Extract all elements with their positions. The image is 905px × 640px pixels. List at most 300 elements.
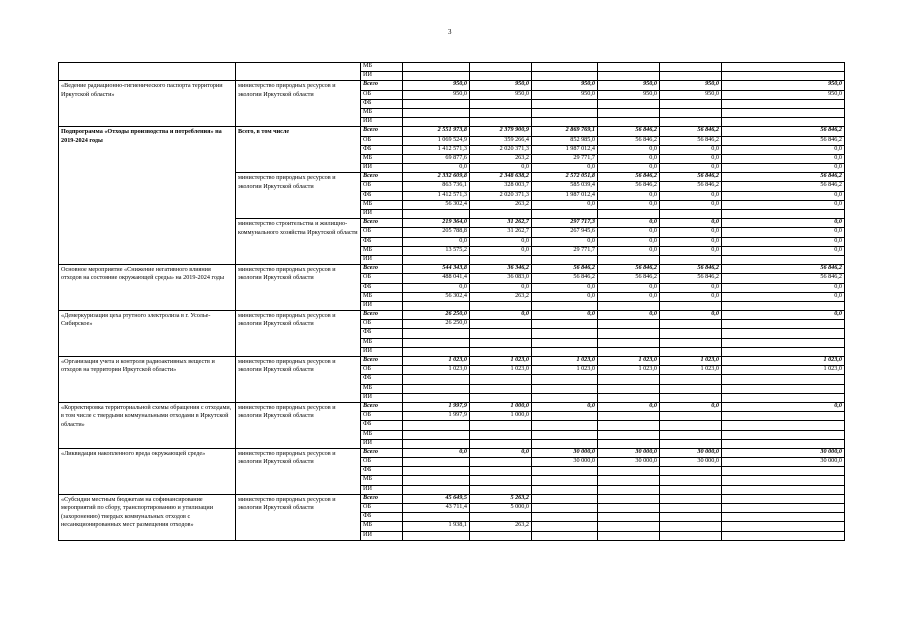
funding-source: ФБ bbox=[361, 421, 403, 430]
amount-cell: 56 846,2 bbox=[598, 265, 660, 274]
amount-cell bbox=[470, 430, 532, 439]
funding-source: Всего bbox=[361, 127, 403, 136]
amount-cell bbox=[598, 494, 660, 503]
amount-cell bbox=[470, 485, 532, 494]
amount-cell bbox=[722, 108, 845, 117]
amount-cell: 2 348 638,2 bbox=[470, 173, 532, 182]
amount-cell: 219 364,0 bbox=[403, 219, 470, 228]
amount-cell: 2 332 609,8 bbox=[403, 173, 470, 182]
amount-cell: 1 997,9 bbox=[403, 412, 470, 421]
amount-cell: 56 846,2 bbox=[532, 265, 598, 274]
amount-cell bbox=[532, 347, 598, 356]
amount-cell bbox=[598, 467, 660, 476]
amount-cell bbox=[532, 301, 598, 310]
amount-cell: 950,0 bbox=[470, 81, 532, 90]
amount-cell bbox=[532, 320, 598, 329]
amount-cell bbox=[722, 412, 845, 421]
amount-cell: 2 020 371,3 bbox=[470, 145, 532, 154]
amount-cell: 0,0 bbox=[532, 164, 598, 173]
amount-cell: 1 023,0 bbox=[660, 366, 722, 375]
amount-cell: 2 869 769,1 bbox=[532, 127, 598, 136]
amount-cell bbox=[660, 513, 722, 522]
funding-source: ОБ bbox=[361, 412, 403, 421]
amount-cell bbox=[403, 513, 470, 522]
funding-source: Всего bbox=[361, 265, 403, 274]
table-row bbox=[59, 357, 845, 366]
amount-cell bbox=[403, 485, 470, 494]
amount-cell: 0,0 bbox=[598, 402, 660, 411]
funding-source: МБ bbox=[361, 430, 403, 439]
amount-cell: 56 302,4 bbox=[403, 200, 470, 209]
amount-cell bbox=[470, 210, 532, 219]
amount-cell bbox=[598, 439, 660, 448]
amount-cell bbox=[403, 476, 470, 485]
amount-cell bbox=[660, 421, 722, 430]
amount-cell bbox=[403, 63, 470, 72]
executor-name: министерство природных ресурсов и экологии Иркутской области bbox=[236, 311, 361, 357]
amount-cell: 31 262,7 bbox=[470, 228, 532, 237]
amount-cell: 950,0 bbox=[403, 81, 470, 90]
executor-name: министерство природных ресурсов и экологии Иркутской области bbox=[236, 265, 361, 311]
amount-cell bbox=[598, 118, 660, 127]
amount-cell: 205 788,8 bbox=[403, 228, 470, 237]
amount-cell: 29 771,7 bbox=[532, 154, 598, 163]
executor-name: министерство природных ресурсов и экологии Иркутской области bbox=[236, 494, 361, 540]
funding-source: ОБ bbox=[361, 90, 403, 99]
amount-cell: 297 717,3 bbox=[532, 219, 598, 228]
amount-cell: 950,0 bbox=[532, 81, 598, 90]
amount-cell bbox=[403, 430, 470, 439]
amount-cell: 0,0 bbox=[532, 402, 598, 411]
amount-cell: 950,0 bbox=[598, 81, 660, 90]
amount-cell: 0,0 bbox=[722, 283, 845, 292]
amount-cell: 56 846,2 bbox=[722, 173, 845, 182]
amount-cell bbox=[660, 255, 722, 264]
amount-cell bbox=[598, 421, 660, 430]
amount-cell bbox=[722, 522, 845, 531]
amount-cell bbox=[722, 485, 845, 494]
amount-cell: 29 771,7 bbox=[532, 246, 598, 255]
amount-cell: 1 987 012,4 bbox=[532, 191, 598, 200]
amount-cell bbox=[660, 439, 722, 448]
amount-cell bbox=[722, 467, 845, 476]
funding-source: Всего bbox=[361, 448, 403, 457]
amount-cell: 30 000,0 bbox=[722, 458, 845, 467]
amount-cell bbox=[660, 467, 722, 476]
amount-cell: 0,0 bbox=[660, 402, 722, 411]
amount-cell bbox=[470, 329, 532, 338]
amount-cell: 5 263,2 bbox=[470, 494, 532, 503]
funding-source: ИИ bbox=[361, 301, 403, 310]
amount-cell: 1 997,9 bbox=[403, 402, 470, 411]
amount-cell: 0,0 bbox=[598, 200, 660, 209]
amount-cell bbox=[532, 255, 598, 264]
amount-cell: 0,0 bbox=[403, 237, 470, 246]
amount-cell: 1 412 571,3 bbox=[403, 145, 470, 154]
amount-cell bbox=[660, 329, 722, 338]
amount-cell bbox=[660, 301, 722, 310]
amount-cell bbox=[660, 63, 722, 72]
amount-cell bbox=[532, 63, 598, 72]
amount-cell bbox=[660, 412, 722, 421]
amount-cell bbox=[470, 347, 532, 356]
amount-cell: 36 083,0 bbox=[470, 274, 532, 283]
amount-cell bbox=[660, 522, 722, 531]
measure-title: «Субсидии местным бюджетам на софинансирование мероприятий по сбору, транспортированию и утилизации (захоронению) твердых коммунальных отходов с несанкционированных мест размещения отходов» bbox=[59, 494, 236, 540]
amount-cell: 30 000,0 bbox=[598, 458, 660, 467]
amount-cell bbox=[532, 439, 598, 448]
executor-name: министерство строительства и жилищно-коммунального хозяйства Иркутской области bbox=[236, 219, 361, 265]
amount-cell bbox=[660, 72, 722, 81]
funding-source: ОБ bbox=[361, 458, 403, 467]
amount-cell bbox=[660, 494, 722, 503]
amount-cell bbox=[403, 210, 470, 219]
amount-cell bbox=[403, 439, 470, 448]
amount-cell bbox=[470, 338, 532, 347]
amount-cell bbox=[470, 421, 532, 430]
amount-cell: 0,0 bbox=[532, 283, 598, 292]
funding-source: МБ bbox=[361, 246, 403, 255]
amount-cell: 0,0 bbox=[722, 311, 845, 320]
funding-source: ОБ bbox=[361, 504, 403, 513]
amount-cell: 0,0 bbox=[403, 164, 470, 173]
amount-cell: 1 000,0 bbox=[470, 402, 532, 411]
amount-cell bbox=[598, 485, 660, 494]
amount-cell: 30 000,0 bbox=[660, 448, 722, 457]
amount-cell: 56 846,2 bbox=[722, 127, 845, 136]
funding-source: Всего bbox=[361, 402, 403, 411]
amount-cell: 2 551 973,8 bbox=[403, 127, 470, 136]
amount-cell bbox=[598, 255, 660, 264]
amount-cell: 0,0 bbox=[470, 237, 532, 246]
amount-cell bbox=[403, 375, 470, 384]
amount-cell bbox=[470, 255, 532, 264]
amount-cell: 1 023,0 bbox=[403, 366, 470, 375]
amount-cell: 263,2 bbox=[470, 200, 532, 209]
amount-cell bbox=[532, 467, 598, 476]
amount-cell bbox=[470, 513, 532, 522]
amount-cell bbox=[470, 320, 532, 329]
amount-cell: 1 023,0 bbox=[660, 357, 722, 366]
amount-cell bbox=[532, 430, 598, 439]
amount-cell bbox=[722, 531, 845, 540]
amount-cell: 263,2 bbox=[470, 154, 532, 163]
table-row bbox=[59, 311, 845, 320]
amount-cell: 544 343,8 bbox=[403, 265, 470, 274]
amount-cell: 0,0 bbox=[722, 228, 845, 237]
table-row bbox=[59, 448, 845, 457]
funding-source: МБ bbox=[361, 338, 403, 347]
amount-cell bbox=[403, 458, 470, 467]
amount-cell: 56 302,4 bbox=[403, 292, 470, 301]
funding-source: ФБ bbox=[361, 467, 403, 476]
funding-source: ФБ bbox=[361, 237, 403, 246]
funding-source: МБ bbox=[361, 154, 403, 163]
funding-source: ОБ bbox=[361, 320, 403, 329]
amount-cell: 0,0 bbox=[660, 145, 722, 154]
amount-cell bbox=[470, 118, 532, 127]
amount-cell: 56 846,2 bbox=[598, 127, 660, 136]
amount-cell bbox=[532, 513, 598, 522]
funding-source: ФБ bbox=[361, 375, 403, 384]
amount-cell bbox=[722, 384, 845, 393]
amount-cell bbox=[532, 108, 598, 117]
amount-cell bbox=[660, 393, 722, 402]
amount-cell: 0,0 bbox=[660, 200, 722, 209]
amount-cell: 950,0 bbox=[722, 81, 845, 90]
amount-cell bbox=[470, 384, 532, 393]
amount-cell bbox=[660, 375, 722, 384]
amount-cell: 30 000,0 bbox=[722, 448, 845, 457]
amount-cell: 1 938,1 bbox=[403, 522, 470, 531]
amount-cell bbox=[532, 504, 598, 513]
amount-cell bbox=[660, 504, 722, 513]
amount-cell: 863 736,1 bbox=[403, 182, 470, 191]
executor-name: министерство природных ресурсов и экологии Иркутской области bbox=[236, 402, 361, 448]
funding-source: ИИ bbox=[361, 255, 403, 264]
amount-cell bbox=[470, 72, 532, 81]
amount-cell: 0,0 bbox=[660, 237, 722, 246]
amount-cell: 950,0 bbox=[598, 90, 660, 99]
amount-cell: 950,0 bbox=[660, 90, 722, 99]
amount-cell: 0,0 bbox=[722, 154, 845, 163]
amount-cell: 0,0 bbox=[722, 292, 845, 301]
funding-source: Всего bbox=[361, 81, 403, 90]
amount-cell: 30 000,0 bbox=[532, 448, 598, 457]
amount-cell: 0,0 bbox=[598, 145, 660, 154]
funding-source: ОБ bbox=[361, 274, 403, 283]
amount-cell: 1 023,0 bbox=[532, 357, 598, 366]
amount-cell: 488 041,4 bbox=[403, 274, 470, 283]
amount-cell: 0,0 bbox=[598, 164, 660, 173]
amount-cell: 0,0 bbox=[598, 228, 660, 237]
funding-source: ИИ bbox=[361, 347, 403, 356]
amount-cell: 0,0 bbox=[722, 191, 845, 200]
amount-cell bbox=[722, 421, 845, 430]
amount-cell: 0,0 bbox=[598, 191, 660, 200]
measure-title: Основное мероприятие «Снижение негативного влияния отходов на состояние окружающей среды» на 2019-2024 годы bbox=[59, 265, 236, 311]
amount-cell bbox=[470, 301, 532, 310]
funding-source: Всего bbox=[361, 357, 403, 366]
table-row bbox=[59, 127, 845, 136]
amount-cell bbox=[660, 320, 722, 329]
amount-cell bbox=[403, 421, 470, 430]
amount-cell: 852 985,0 bbox=[532, 136, 598, 145]
amount-cell: 26 250,0 bbox=[403, 320, 470, 329]
amount-cell: 56 846,2 bbox=[532, 274, 598, 283]
amount-cell bbox=[532, 384, 598, 393]
funding-source: Всего bbox=[361, 173, 403, 182]
amount-cell bbox=[403, 108, 470, 117]
amount-cell: 56 846,2 bbox=[660, 265, 722, 274]
amount-cell bbox=[722, 375, 845, 384]
amount-cell: 56 846,2 bbox=[722, 182, 845, 191]
amount-cell: 950,0 bbox=[532, 90, 598, 99]
amount-cell bbox=[403, 118, 470, 127]
amount-cell: 1 069 524,9 bbox=[403, 136, 470, 145]
amount-cell bbox=[660, 210, 722, 219]
amount-cell bbox=[532, 118, 598, 127]
executor-name: Всего, в том числе bbox=[236, 127, 361, 173]
amount-cell: 0,0 bbox=[598, 154, 660, 163]
amount-cell bbox=[722, 320, 845, 329]
amount-cell bbox=[722, 329, 845, 338]
amount-cell: 0,0 bbox=[470, 246, 532, 255]
amount-cell: 0,0 bbox=[598, 246, 660, 255]
funding-source: МБ bbox=[361, 108, 403, 117]
amount-cell bbox=[598, 430, 660, 439]
amount-cell: 585 039,4 bbox=[532, 182, 598, 191]
funding-source: ОБ bbox=[361, 228, 403, 237]
amount-cell bbox=[470, 476, 532, 485]
table-row bbox=[59, 81, 845, 90]
amount-cell bbox=[598, 375, 660, 384]
amount-cell bbox=[660, 108, 722, 117]
amount-cell bbox=[722, 210, 845, 219]
amount-cell: 950,0 bbox=[470, 90, 532, 99]
amount-cell: 0,0 bbox=[598, 292, 660, 301]
amount-cell bbox=[598, 531, 660, 540]
amount-cell: 359 266,4 bbox=[470, 136, 532, 145]
amount-cell bbox=[470, 439, 532, 448]
amount-cell bbox=[403, 99, 470, 108]
funding-source: МБ bbox=[361, 292, 403, 301]
amount-cell: 5 000,0 bbox=[470, 504, 532, 513]
amount-cell bbox=[598, 329, 660, 338]
amount-cell bbox=[470, 63, 532, 72]
funding-source: МБ bbox=[361, 522, 403, 531]
amount-cell: 0,0 bbox=[660, 311, 722, 320]
amount-cell bbox=[532, 329, 598, 338]
amount-cell bbox=[722, 430, 845, 439]
amount-cell: 43 711,4 bbox=[403, 504, 470, 513]
amount-cell bbox=[660, 347, 722, 356]
amount-cell: 950,0 bbox=[660, 81, 722, 90]
amount-cell bbox=[403, 72, 470, 81]
funding-source: ФБ bbox=[361, 513, 403, 522]
funding-source: ИИ bbox=[361, 210, 403, 219]
funding-source: ИИ bbox=[361, 439, 403, 448]
amount-cell: 0,0 bbox=[722, 200, 845, 209]
funding-source: ФБ bbox=[361, 191, 403, 200]
amount-cell: 26 250,0 bbox=[403, 311, 470, 320]
amount-cell: 0,0 bbox=[470, 283, 532, 292]
amount-cell: 56 846,2 bbox=[722, 274, 845, 283]
amount-cell bbox=[660, 99, 722, 108]
amount-cell bbox=[598, 476, 660, 485]
amount-cell bbox=[660, 485, 722, 494]
amount-cell bbox=[470, 108, 532, 117]
amount-cell bbox=[660, 384, 722, 393]
amount-cell: 1 023,0 bbox=[598, 366, 660, 375]
measure-title: «Корректировка территориальной схемы обращения с отходами, в том числе с твердыми коммунальными отходами в Иркутской области» bbox=[59, 402, 236, 448]
amount-cell: 0,0 bbox=[660, 191, 722, 200]
funding-source: МБ bbox=[361, 200, 403, 209]
funding-source: ФБ bbox=[361, 329, 403, 338]
amount-cell: 0,0 bbox=[403, 283, 470, 292]
amount-cell: 0,0 bbox=[598, 311, 660, 320]
amount-cell bbox=[598, 99, 660, 108]
amount-cell bbox=[598, 412, 660, 421]
financing-table bbox=[58, 62, 845, 541]
amount-cell: 1 023,0 bbox=[722, 357, 845, 366]
amount-cell: 0,0 bbox=[660, 219, 722, 228]
amount-cell bbox=[598, 63, 660, 72]
amount-cell: 0,0 bbox=[532, 237, 598, 246]
amount-cell: 950,0 bbox=[722, 90, 845, 99]
amount-cell bbox=[470, 467, 532, 476]
amount-cell: 56 846,2 bbox=[660, 173, 722, 182]
amount-cell: 0,0 bbox=[470, 448, 532, 457]
amount-cell: 0,0 bbox=[532, 292, 598, 301]
amount-cell bbox=[532, 476, 598, 485]
amount-cell bbox=[403, 301, 470, 310]
amount-cell bbox=[598, 393, 660, 402]
amount-cell bbox=[470, 393, 532, 402]
amount-cell bbox=[722, 118, 845, 127]
amount-cell bbox=[598, 522, 660, 531]
funding-source: ИИ bbox=[361, 164, 403, 173]
amount-cell bbox=[598, 338, 660, 347]
amount-cell bbox=[598, 108, 660, 117]
amount-cell: 1 023,0 bbox=[403, 357, 470, 366]
amount-cell: 56 846,2 bbox=[660, 274, 722, 283]
amount-cell bbox=[532, 494, 598, 503]
amount-cell: 1 023,0 bbox=[532, 366, 598, 375]
amount-cell: 69 877,6 bbox=[403, 154, 470, 163]
amount-cell: 0,0 bbox=[660, 228, 722, 237]
amount-cell bbox=[598, 347, 660, 356]
amount-cell: 0,0 bbox=[722, 164, 845, 173]
amount-cell bbox=[722, 72, 845, 81]
executor-name: министерство природных ресурсов и экологии Иркутской области bbox=[236, 448, 361, 494]
amount-cell bbox=[598, 504, 660, 513]
amount-cell bbox=[403, 338, 470, 347]
amount-cell bbox=[403, 329, 470, 338]
amount-cell bbox=[598, 384, 660, 393]
amount-cell: 2 020 371,3 bbox=[470, 191, 532, 200]
amount-cell: 30 000,0 bbox=[532, 458, 598, 467]
amount-cell: 0,0 bbox=[403, 448, 470, 457]
amount-cell: 0,0 bbox=[598, 237, 660, 246]
amount-cell bbox=[403, 347, 470, 356]
amount-cell bbox=[403, 467, 470, 476]
funding-source: ОБ bbox=[361, 136, 403, 145]
amount-cell: 56 846,2 bbox=[722, 136, 845, 145]
table-row bbox=[59, 402, 845, 411]
amount-cell: 0,0 bbox=[660, 283, 722, 292]
funding-source: МБ bbox=[361, 476, 403, 485]
executor-name: министерство природных ресурсов и экологии Иркутской области bbox=[236, 357, 361, 403]
amount-cell: 56 846,2 bbox=[598, 274, 660, 283]
amount-cell bbox=[722, 494, 845, 503]
amount-cell: 263,2 bbox=[470, 292, 532, 301]
funding-source: ОБ bbox=[361, 182, 403, 191]
amount-cell: 2 572 051,8 bbox=[532, 173, 598, 182]
funding-source: МБ bbox=[361, 63, 403, 72]
amount-cell: 1 023,0 bbox=[470, 357, 532, 366]
amount-cell: 1 412 571,3 bbox=[403, 191, 470, 200]
amount-cell: 1 023,0 bbox=[470, 366, 532, 375]
amount-cell: 950,0 bbox=[403, 90, 470, 99]
amount-cell: 2 379 900,9 bbox=[470, 127, 532, 136]
executor-name: министерство природных ресурсов и экологии Иркутской области bbox=[236, 81, 361, 127]
amount-cell: 0,0 bbox=[470, 311, 532, 320]
amount-cell: 0,0 bbox=[660, 246, 722, 255]
amount-cell bbox=[532, 485, 598, 494]
amount-cell bbox=[598, 513, 660, 522]
funding-source: Всего bbox=[361, 219, 403, 228]
